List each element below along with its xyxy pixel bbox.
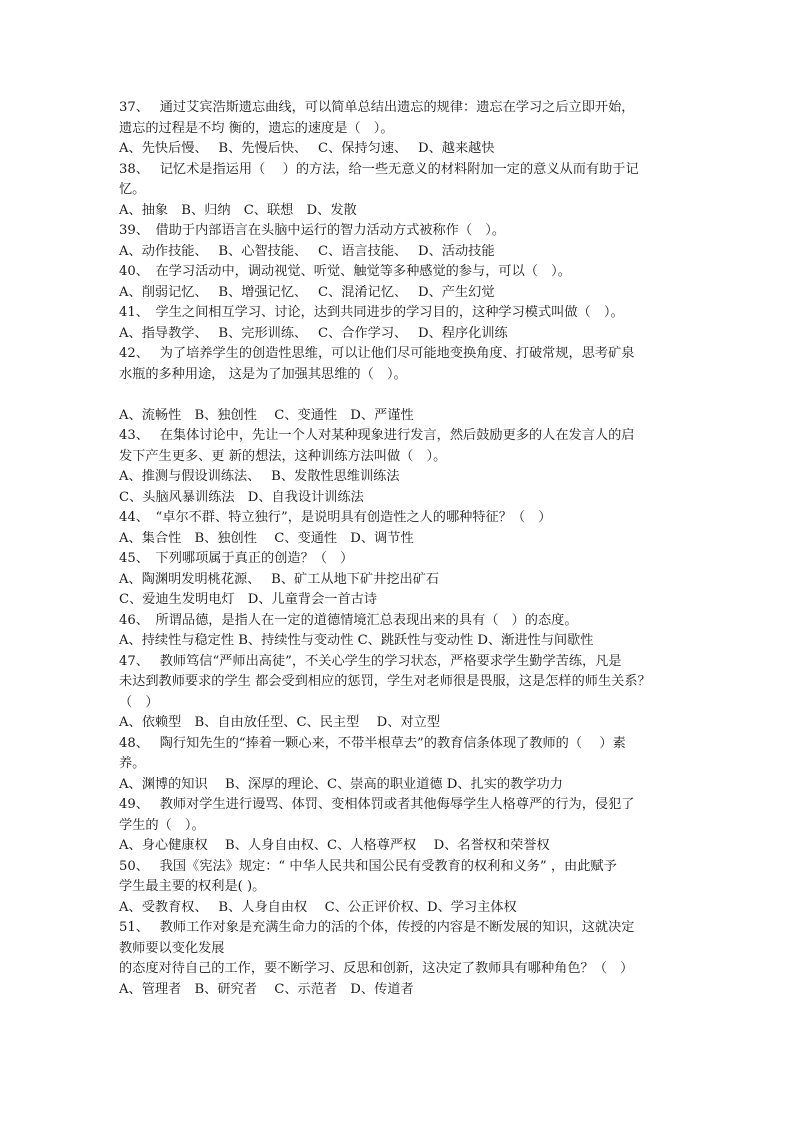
text-line: 43、 在集体讨论中，先让一个人对某种现象进行发言，然后鼓励更多的人在发言人的启: [119, 428, 635, 443]
text-line: 教师要以变化发展: [119, 940, 225, 956]
text-line: 42、 为了培养学生的创造性思维，可以让他们尽可能地变换角度、打破常规，思考矿泉: [119, 346, 635, 361]
text-line: 学生的（ ）。: [119, 817, 205, 833]
text-line: A、削弱记忆、 B、增强记忆、 C、混淆记忆、 D、产生幻觉: [119, 284, 495, 300]
text-line: A、抽象 B、归纳 C、联想 D、发散: [119, 202, 357, 218]
text-line: 47、 教师笃信“严师出高徒”，不关心学生的学习状态，严格要求学生勤学苦练，凡是: [119, 653, 622, 669]
text-line: 51、 教师工作对象是充满生命力的活的个体，传授的内容是不断发展的知识，这就决定: [119, 920, 635, 935]
text-line: A、集合性 B、独创性 C、变通性 D、调节性: [119, 530, 414, 546]
text-line: 水瓶的多种用途， 这是为了加强其思维的（ ）。: [119, 366, 407, 382]
text-line: A、指导教学、 B、完形训练、 C、合作学习、 D、程序化训练: [119, 325, 508, 341]
text-line: 45、 下列哪项属于真正的创造？（ ）: [119, 551, 354, 566]
text-line: （ ）: [119, 694, 159, 710]
text-line: 44、 “卓尔不群、特立独行”，是说明具有创造性之人的哪种特征？（ ）: [119, 510, 552, 525]
text-line: 48、 陶行知先生的“捧着一颗心来，不带半根草去”的教育信条体现了教师的（ ）素: [119, 735, 626, 751]
text-line: A、依赖型 B、自由放任型、C、民主型 D、对立型: [119, 715, 441, 730]
text-line: 50、 我国《宪法》规定：“ 中华人民共和国公民有受教育的权利和义务” ，由此赋予: [119, 858, 617, 874]
text-line: 发下产生更多、更 新的想法，这种训练方法叫做（ ）。: [119, 448, 447, 464]
text-line: A、先快后慢、 B、先慢后快、 C、保持匀速、 D、越来越快: [119, 141, 495, 156]
text-line: C、头脑风暴训练法 D、自我设计训练法: [119, 489, 364, 505]
text-line: A、陶渊明发明桃花源、 B、矿工从地下矿井挖出矿石: [119, 571, 440, 587]
text-line: 49、 教师对学生进行谩骂、体罚、变相体罚或者其他侮辱学生人格尊严的行为，侵犯了: [119, 797, 635, 812]
text-line: 40、 在学习活动中，调动视觉、听觉、触觉等多种感觉的参与，可以（ ）。: [119, 264, 571, 279]
text-line: 38、 记忆术是指运用（ ）的方法，给一些无意义的材料附加一定的意义从而有助于记: [119, 161, 639, 177]
text-line: A、持续性与稳定性 B、持续性与变动性 C、跳跃性与变动性 D、渐进性与间歇性: [119, 633, 594, 648]
text-line: A、受教育权、 B、人身自由权 C、公正评价权、D、学习主体权: [119, 899, 517, 915]
text-line: 养。: [119, 756, 146, 771]
text-line: C、爱迪生发明电灯 D、儿童背会一首古诗: [119, 592, 378, 607]
text-line: A、流畅性 B、独创性 C、变通性 D、严谨性: [119, 407, 414, 423]
text-line: A、动作技能、 B、心智技能、 C、语言技能、 D、活动技能: [119, 243, 495, 259]
text-line: A、管理者 B、研究者 C、示范者 D、传道者: [119, 981, 414, 997]
text-line: A、推测与假设训练法、 B、发散性思维训练法: [119, 469, 400, 484]
text-line: 41、 学生之间相互学习、讨论，达到共同进步的学习目的，这种学习模式叫做（ ）。: [119, 305, 624, 320]
text-line: 未达到教师要求的学生 都会受到相应的惩罚，学生对老师很是畏服，这是怎样的师生关系？: [119, 674, 651, 689]
text-line: 39、 借助于内部语言在头脑中运行的智力活动方式被称作（ ）。: [119, 223, 506, 238]
text-line: 37、 通过艾宾浩斯遗忘曲线，可以简单总结出遗忘的规律：遗忘在学习之后立即开始，: [119, 100, 635, 115]
text-line: A、渊博的知识 B、深厚的理论、C、崇高的职业道德 D、扎实的教学功力: [119, 776, 563, 792]
text-line: 的态度对待自己的工作，要不断学习、反思和创新，这决定了教师具有哪种角色？（ ）: [119, 961, 634, 976]
text-line: 46、 所谓品德，是指人在一定的道德情境汇总表现出来的具有（ ）的态度。: [119, 612, 578, 628]
text-line: A、身心健康权 B、人身自由权、C、人格尊严权 D、名誉权和荣誉权: [119, 838, 550, 853]
question-list: [119, 98, 679, 1000]
text-line: 学生最主要的权利是( )。: [119, 879, 266, 894]
text-line: 遗忘的过程是不均 衡的，遗忘的速度是（ ）。: [119, 120, 394, 136]
text-line: [119, 385, 679, 406]
text-line: 忆。: [119, 182, 146, 197]
